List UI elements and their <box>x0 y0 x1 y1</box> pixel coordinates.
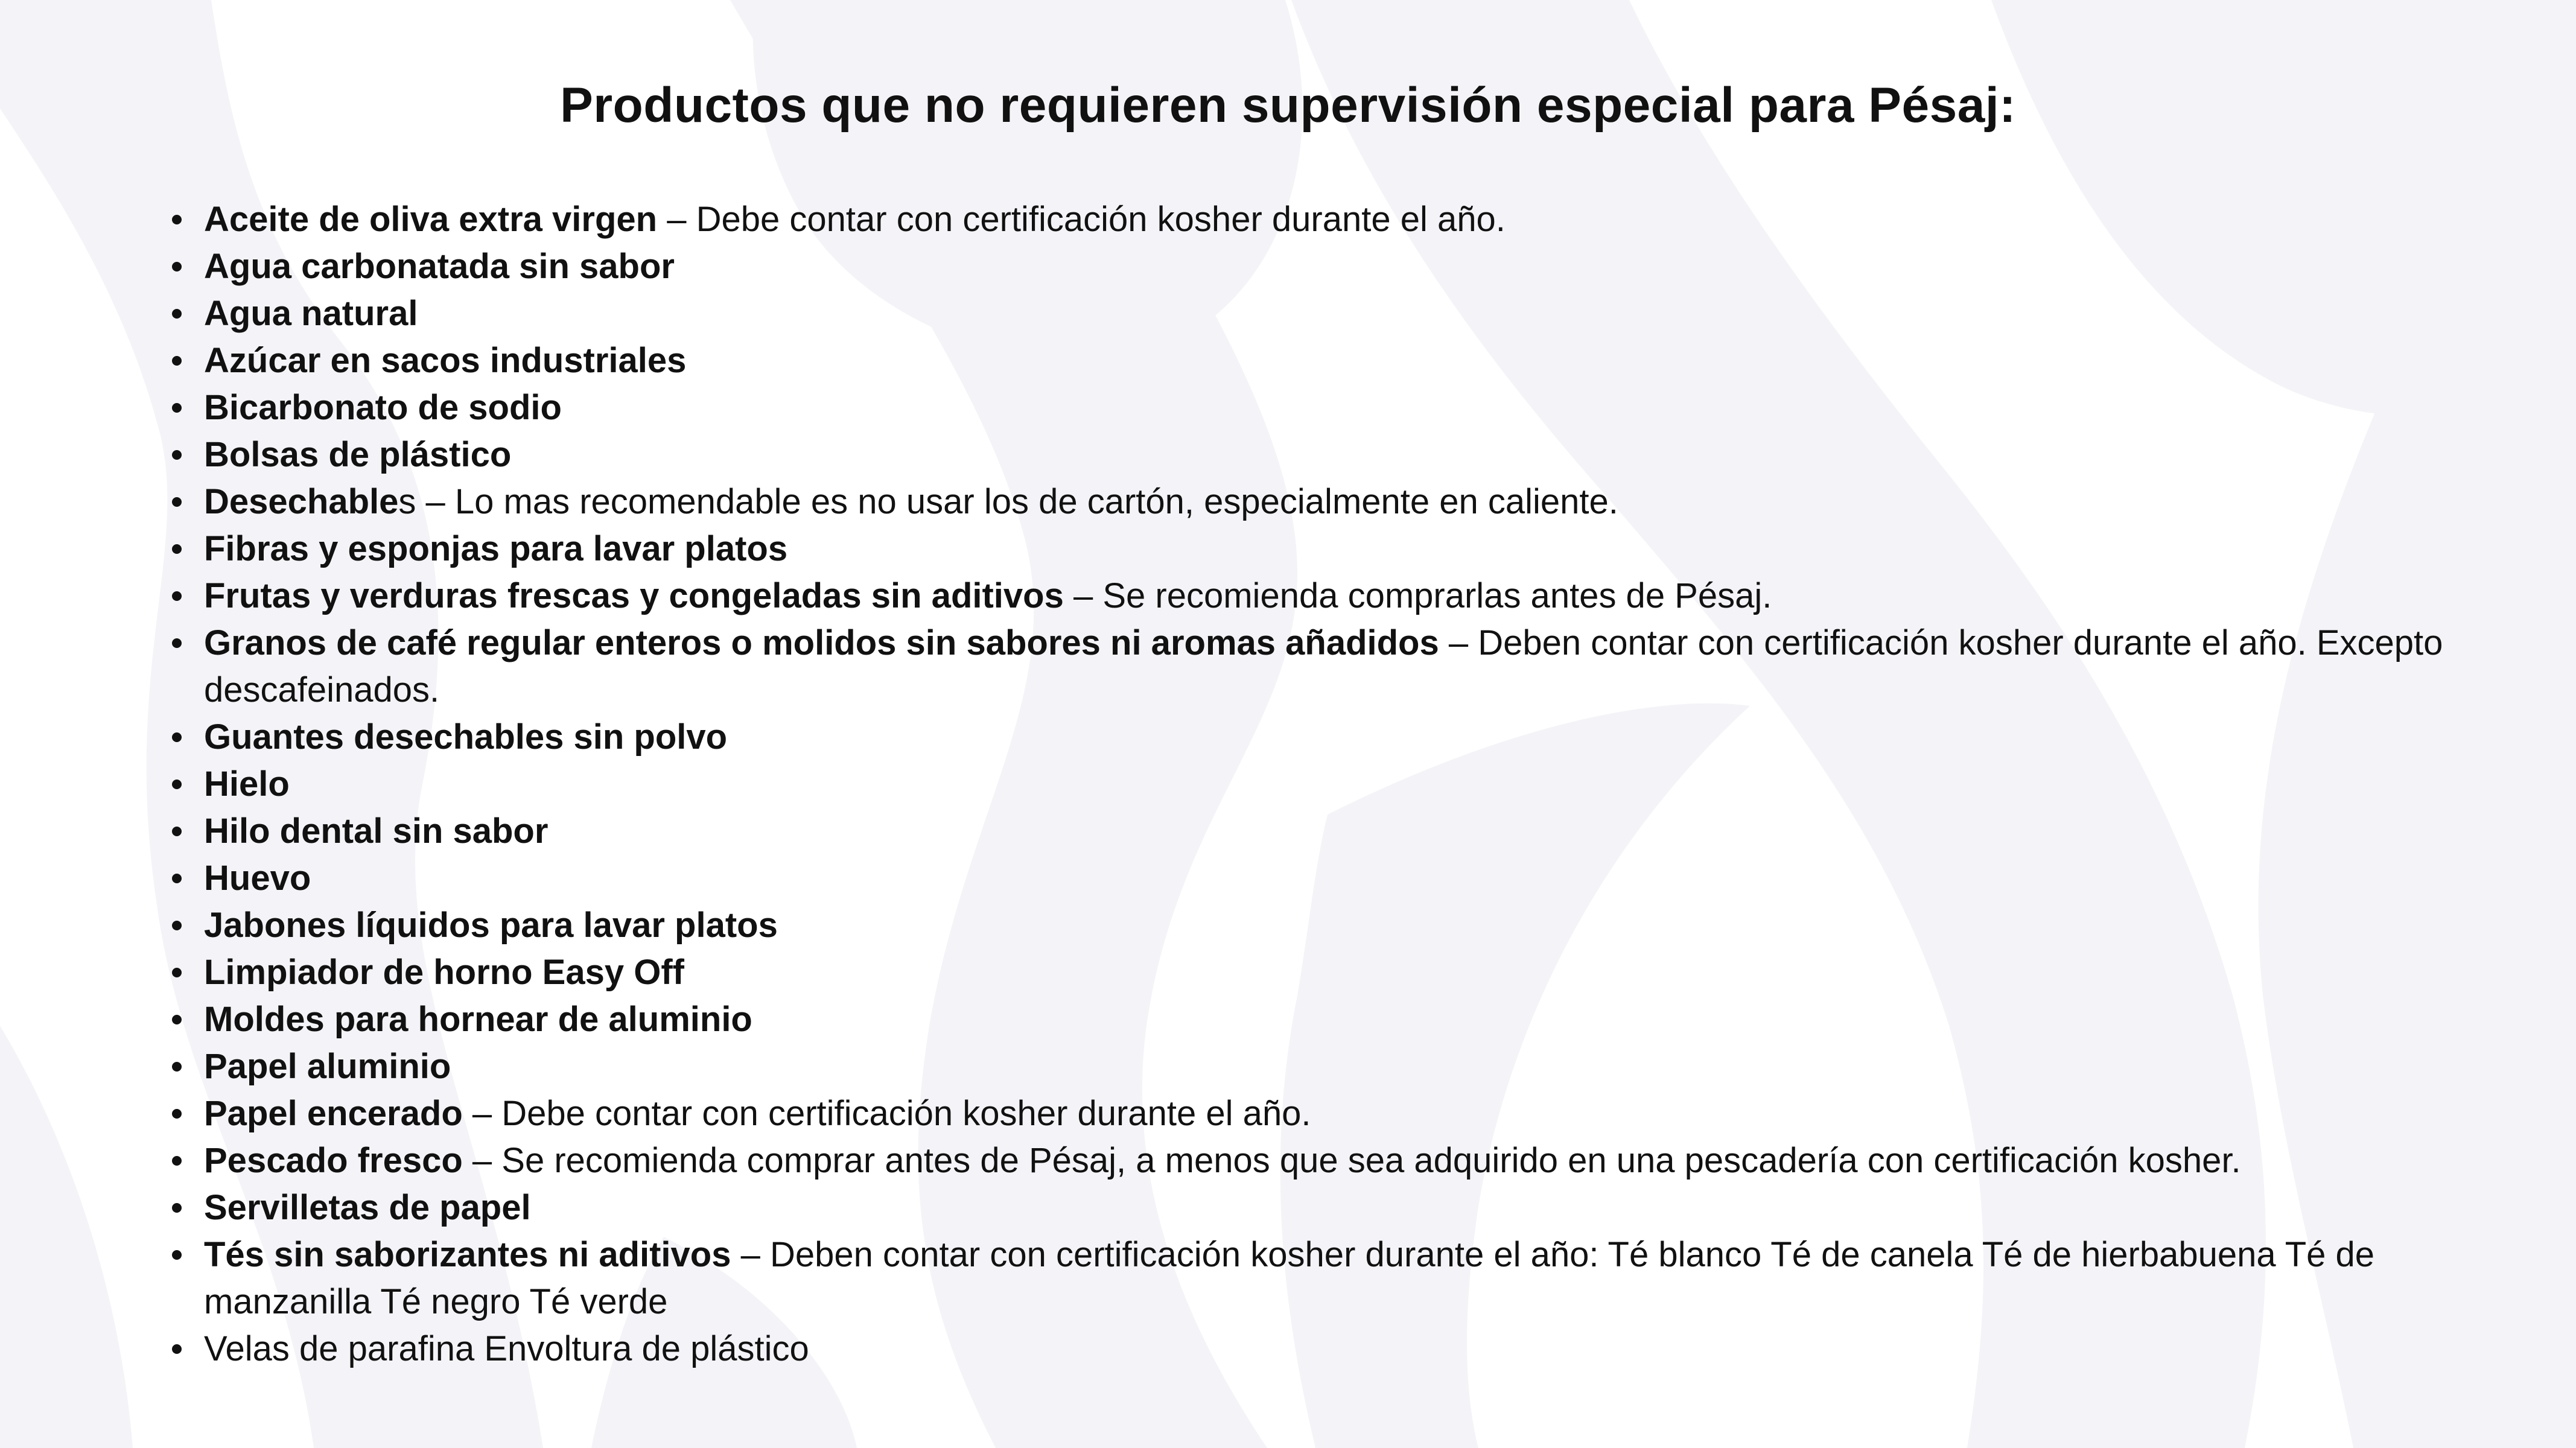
item-name: Bicarbonato de sodio <box>204 388 562 427</box>
item-separator: – <box>462 1141 502 1180</box>
item-name: Tés sin saborizantes ni aditivos <box>204 1235 731 1274</box>
item-name: Moldes para hornear de aluminio <box>204 1000 752 1039</box>
item-note: Deben contar con certificación kosher durante el año. Excepto descafeinados. <box>204 623 2443 710</box>
list-item <box>204 243 2485 290</box>
item-name: Jabones líquidos para lavar platos <box>204 906 778 945</box>
list-item <box>204 1043 2485 1090</box>
item-name: Desechable <box>204 482 399 521</box>
list-item <box>204 1184 2485 1231</box>
item-separator: – <box>657 200 696 239</box>
item-name: Hilo dental sin sabor <box>204 811 549 851</box>
item-name: Agua natural <box>204 294 418 333</box>
item-name: Azúcar en sacos industriales <box>204 341 687 380</box>
list-item <box>204 996 2485 1043</box>
item-separator: – <box>1063 576 1103 615</box>
item-note: Se recomienda comprarlas antes de Pésaj. <box>1102 576 1772 615</box>
item-name: Fibras y esponjas para lavar platos <box>204 529 788 568</box>
item-note: Debe contar con certificación kosher durante el año. <box>501 1094 1311 1133</box>
item-note: Deben contar con certificación kosher durante el año: Té blanco Té de canela Té de hierbabuena Té de manzanilla Té negro Té verde <box>204 1235 2375 1321</box>
item-note: Se recomienda comprar antes de Pésaj, a menos que sea adquirido en una pescadería con certificación kosher. <box>501 1141 2241 1180</box>
list-item <box>204 949 2485 996</box>
list-item <box>204 431 2485 478</box>
list-item <box>204 620 2485 714</box>
item-name: Bolsas de plástico <box>204 435 512 474</box>
item-name: Guantes desechables sin polvo <box>204 717 728 757</box>
list-item <box>204 290 2485 337</box>
item-name: Pescado fresco <box>204 1141 463 1180</box>
list-item <box>204 573 2485 620</box>
item-note: Debe contar con certificación kosher durante el año. <box>696 200 1506 239</box>
item-name: Limpiador de horno Easy Off <box>204 953 684 992</box>
list-item <box>204 902 2485 949</box>
item-name: Servilletas de papel <box>204 1188 531 1227</box>
list-item <box>204 196 2485 243</box>
list-item <box>204 714 2485 761</box>
item-separator: – <box>462 1094 502 1133</box>
item-note: Velas de parafina Envoltura de plástico <box>204 1329 809 1368</box>
item-name: Frutas y verduras frescas y congeladas sin aditivos <box>204 576 1064 615</box>
list-item <box>204 761 2485 808</box>
item-name: Agua carbonatada sin sabor <box>204 247 675 286</box>
list-item <box>204 478 2485 526</box>
list-item <box>204 1326 2485 1373</box>
item-name: Granos de café regular enteros o molidos sin sabores ni aromas añadidos <box>204 623 1439 662</box>
item-separator: – <box>1439 623 1478 662</box>
page-title: Productos que no requieren supervisión especial para Pésaj: <box>560 78 2016 133</box>
item-name: Hielo <box>204 764 290 804</box>
list-item <box>204 526 2485 573</box>
list-item <box>204 337 2485 384</box>
item-separator: – <box>731 1235 770 1274</box>
list-item <box>204 1090 2485 1137</box>
list-item <box>204 808 2485 855</box>
list-item <box>204 1137 2485 1184</box>
item-name: Aceite de oliva extra virgen <box>204 200 658 239</box>
list-item <box>204 855 2485 902</box>
item-name: Papel aluminio <box>204 1047 451 1086</box>
item-name: Huevo <box>204 859 311 898</box>
item-note: s – Lo mas recomendable es no usar los de cartón, especialmente en caliente. <box>398 482 1618 521</box>
list-item <box>204 1231 2485 1326</box>
item-name: Papel encerado <box>204 1094 463 1133</box>
list-item <box>204 384 2485 431</box>
product-list <box>204 196 2485 1373</box>
